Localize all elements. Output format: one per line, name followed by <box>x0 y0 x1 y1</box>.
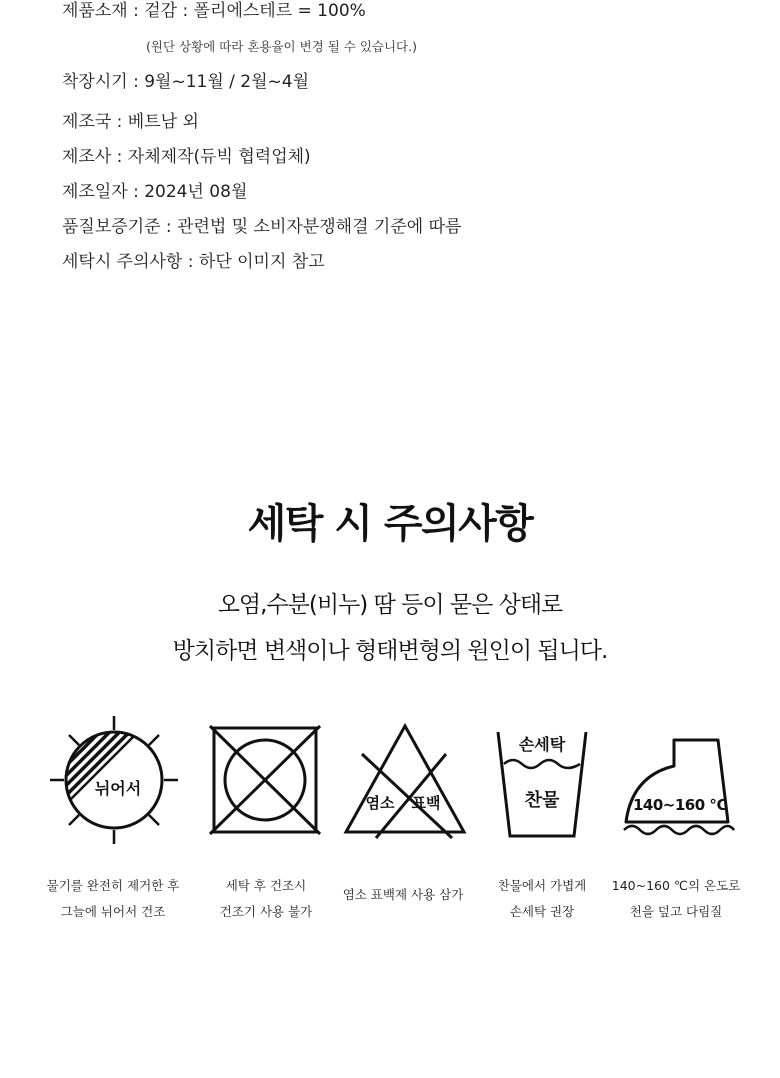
caption-handwash-line2: 손세탁 권장 <box>509 904 575 919</box>
care-title: 세탁 시 주의사항 <box>247 501 533 547</box>
spec-maker: 제조사 : 자체제작(듀빅 협력업체) <box>62 147 311 167</box>
caption-tumble-line1: 세탁 후 건조시 <box>225 878 307 893</box>
care-subtitle-line1: 오염,수분(비누) 땀 등이 묻은 상태로 <box>217 592 563 618</box>
no-bleach-icon <box>340 712 470 840</box>
sun-icon-label: 뉘어서 <box>94 779 142 798</box>
handwash-label-bottom: 찬물 <box>524 790 560 811</box>
caption-iron-line1: 140~160 ℃의 온도로 <box>611 878 741 893</box>
bleach-label-left: 염소 <box>365 794 395 812</box>
no-tumble-dry-icon <box>206 712 324 840</box>
spec-care-ref: 세탁시 주의사항 : 하단 이미지 참고 <box>62 252 325 272</box>
spec-warranty: 품질보증기준 : 관련법 및 소비자분쟁해결 기준에 따름 <box>62 217 462 237</box>
iron-icon <box>618 712 738 840</box>
caption-bleach-line1: 염소 표백제 사용 삼가 <box>342 887 464 902</box>
caption-handwash-line1: 찬물에서 가볍게 <box>497 878 587 893</box>
handwash-label-top: 손세탁 <box>518 735 566 754</box>
spec-date: 제조일자 : 2024년 08월 <box>62 182 248 202</box>
spec-country: 제조국 : 베트남 외 <box>62 112 199 132</box>
spec-material: 제품소재 : 겉감 : 폴리에스테르 = 100% <box>62 1 366 21</box>
care-subtitle-line2: 방치하면 변색이나 형태변형의 원인이 됩니다. <box>172 638 608 664</box>
caption-iron-line2: 천을 덮고 다림질 <box>629 904 723 919</box>
iron-label: 140~160 ℃ <box>632 796 728 814</box>
bleach-label-right: 표백 <box>411 794 441 812</box>
hand-wash-icon <box>494 712 590 840</box>
caption-dry-line2: 그늘에 뉘어서 건조 <box>60 904 166 919</box>
caption-dry-line1: 물기를 완전히 제거한 후 <box>46 878 180 893</box>
caption-tumble-line2: 건조기 사용 불가 <box>219 904 313 919</box>
sun-shade-dry-icon <box>48 712 180 848</box>
caption-iron <box>586 873 766 925</box>
spec-season: 착장시기 : 9월~11월 / 2월~4월 <box>62 72 310 92</box>
spec-material-note: (원단 상황에 따라 혼용율이 변경 될 수 있습니다.) <box>146 39 417 54</box>
